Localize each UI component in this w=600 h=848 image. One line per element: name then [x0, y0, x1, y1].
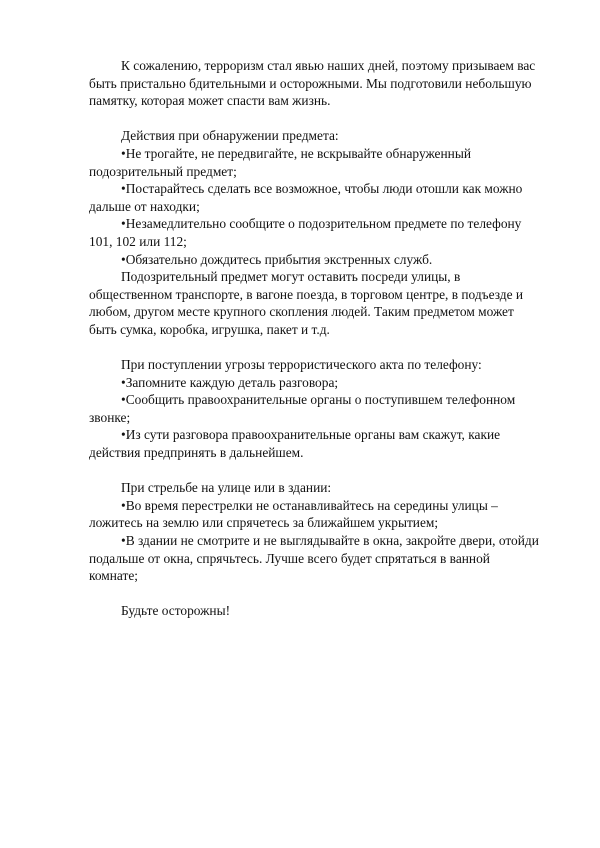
closing-line: Будьте осторожны! — [121, 603, 231, 619]
paragraph-spacer — [89, 585, 539, 603]
paragraph-spacer — [89, 110, 539, 128]
section2-heading: При поступлении угрозы террористического акта по телефону: — [121, 357, 482, 373]
section2-item: •Из сути разговора правоохранительные органы вам скажут, какие действия предпринять в дальнейшем. — [89, 427, 501, 461]
section2-item: •Сообщить правоохранительные органы о поступившем телефонном звонке; — [89, 392, 516, 425]
paragraph-spacer — [89, 339, 539, 357]
section1-heading: Действия при обнаружении предмета: — [121, 128, 339, 144]
section3-item: •Во время перестрелки не останавливайтесь на середины улицы – ложитесь на землю или спрячетесь за ближайшем укрытием; — [89, 497, 498, 531]
section3-heading: При стрельбе на улице или в здании: — [121, 480, 332, 496]
document-page — [89, 57, 539, 620]
section3-item: •В здании не смотрите и не выглядывайте в окна, закройте двери, отойди подальше от окна, спрячьтесь. Лучше всего будет спрятаться в ванной комнате; — [89, 533, 539, 584]
section1-item: •Не трогайте, не передвигайте, не вскрывайте обнаруженный подозрительный предмет; — [89, 145, 471, 179]
section1-item: •Обязательно дождитесь прибытия экстренных служб. — [121, 251, 433, 267]
section1-item: •Незамедлительно сообщите о подозрительном предмете по телефону 101, 102 или 112; — [89, 216, 522, 249]
section1-item: •Постарайтесь сделать все возможное, чтобы люди отошли как можно дальше от находки; — [89, 181, 523, 214]
intro-paragraph: К сожалению, терроризм стал явью наших дней, поэтому призываем вас быть пристально бдительными и осторожными. Мы подготовили небольшую памятку, которая может спасти вам жизнь. — [89, 58, 536, 109]
section1-note: Подозрительный предмет могут оставить посреди улицы, в общественном транспорте, в вагоне поезда, в торговом центре, в подъезде и любом, другом месте крупного скопления людей. Таким предметом может быть сумка, коробка, игрушка, пакет и т.д. — [89, 269, 524, 337]
section2-item: •Запомните каждую деталь разговора; — [121, 374, 339, 390]
paragraph-spacer — [89, 462, 539, 480]
